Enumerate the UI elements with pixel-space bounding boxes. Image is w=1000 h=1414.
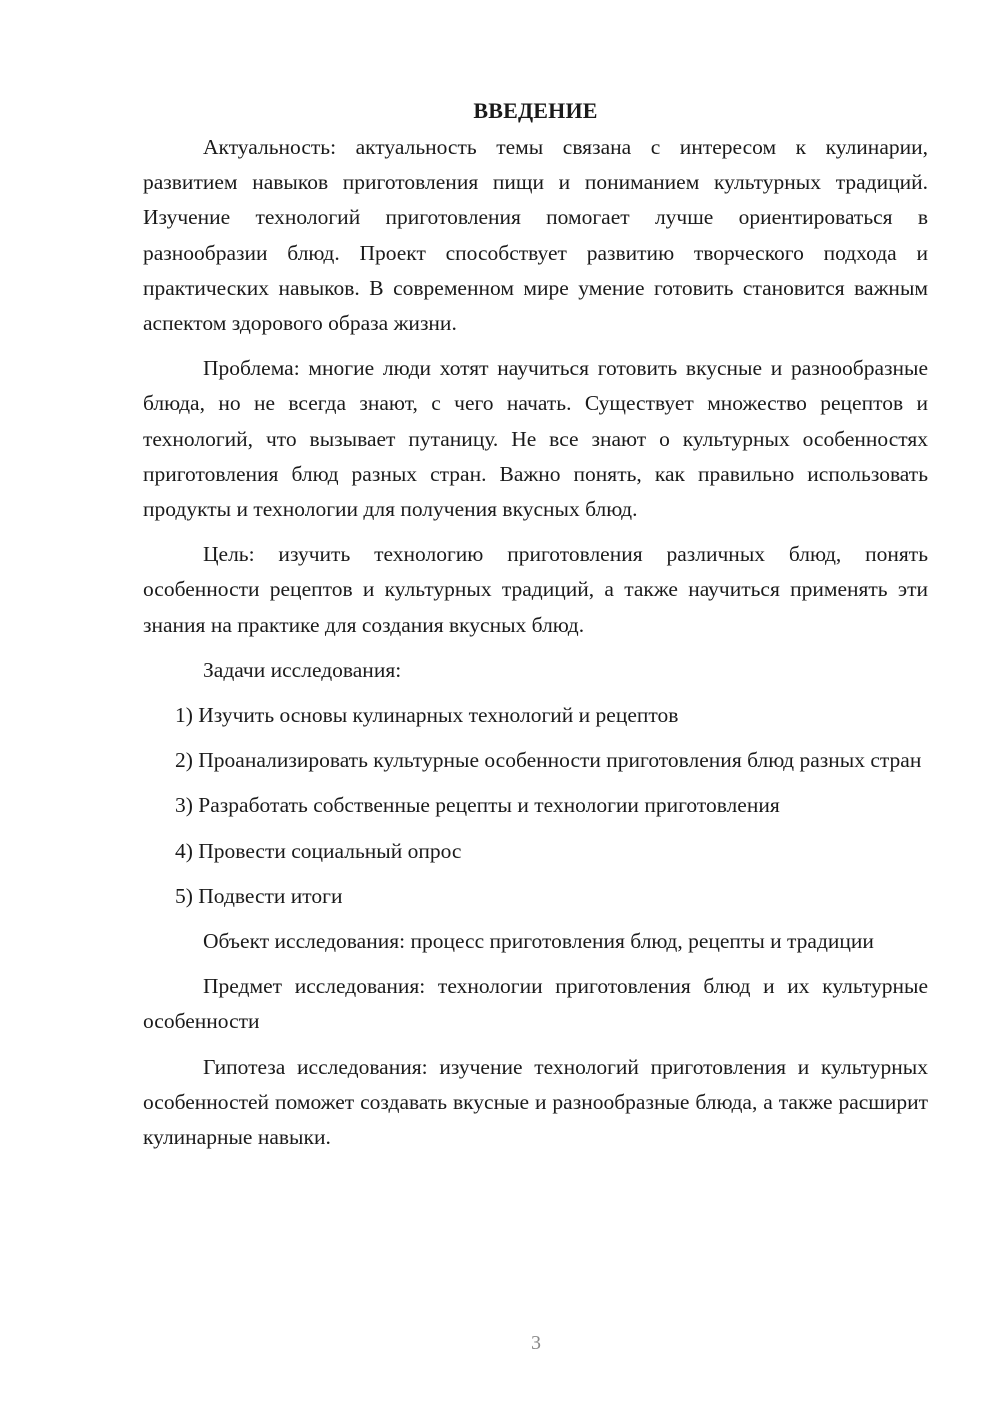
goal-paragraph: Цель: изучить технологию приготовления различных блюд, понять особенности рецептов и культурных традиций, а также научиться применять эти знания на практике для создания вкусных блюд. <box>143 542 928 637</box>
task-item: 2) Проанализировать культурные особенности приготовления блюд разных стран <box>175 748 922 773</box>
document-page <box>143 93 928 1155</box>
task-item: 4) Провести социальный опрос <box>175 838 462 863</box>
page-number: 3 <box>531 1332 541 1354</box>
tasks-title: Задачи исследования: <box>203 657 402 682</box>
task-item: 1) Изучить основы кулинарных технологий и рецептов <box>175 703 679 728</box>
object-paragraph: Объект исследования: процесс приготовления блюд, рецепты и традиции <box>203 929 874 954</box>
problem-paragraph: Проблема: многие люди хотят научиться готовить вкусные и разнообразные блюда, но не всегда знают, с чего начать. Существует множество рецептов и технологий, что вызывает путаницу. Не все знают о культурных особенностях приготовления блюд разных стран. Важно понять, как правильно использовать продукты и технологии для получения вкусных блюд. <box>143 356 928 522</box>
section-heading: ВВЕДЕНИЕ <box>473 98 598 123</box>
subject-paragraph: Предмет исследования: технологии приготовления блюд и их культурные особенности <box>143 974 928 1034</box>
relevance-paragraph: Актуальность: актуальность темы связана с интересом к кулинарии, развитием навыков приготовления пищи и пониманием культурных традиций. Изучение технологий приготовления помогает лучше ориентироваться в разнообразии блюд. Проект способствует развитию творческого подхода и практических навыков. В современном мире умение готовить становится важным аспектом здорового образа жизни. <box>143 135 928 336</box>
task-item: 3) Разработать собственные рецепты и технологии приготовления <box>175 793 780 818</box>
hypothesis-paragraph: Гипотеза исследования: изучение технологий приготовления и культурных особенностей поможет создавать вкусные и разнообразные блюда, а также расширит кулинарные навыки. <box>143 1054 928 1150</box>
task-item: 5) Подвести итоги <box>175 883 343 908</box>
